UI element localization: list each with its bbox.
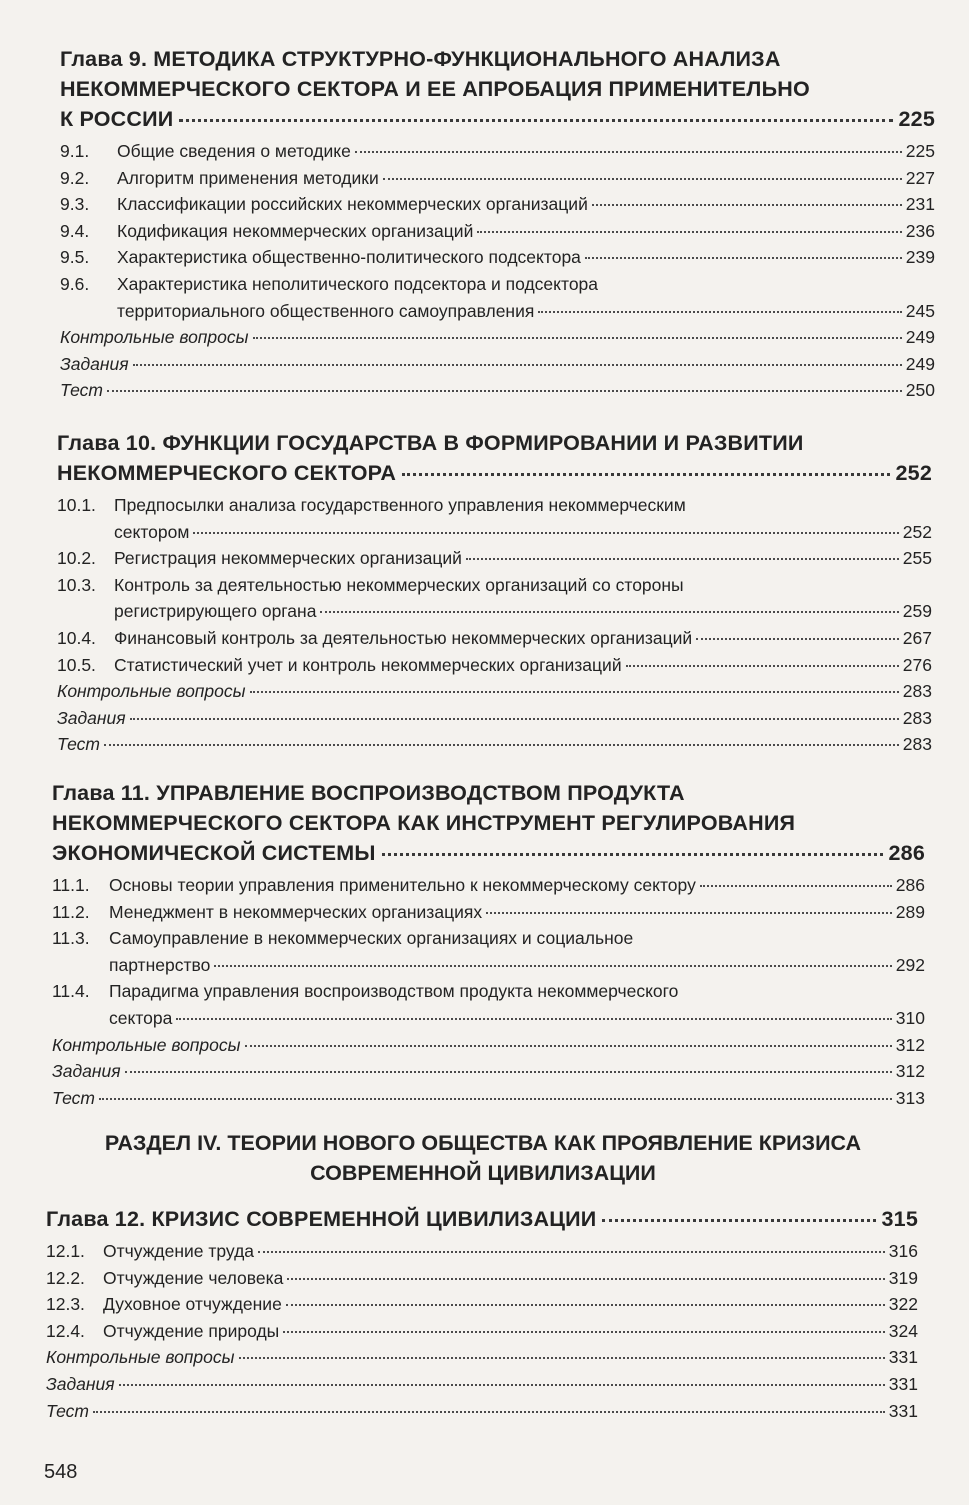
- dot-leader: [130, 718, 899, 720]
- tasks-page: 283: [902, 707, 932, 728]
- section-list: [60, 138, 935, 404]
- section-title: Отчуждение труда: [103, 1241, 255, 1261]
- test-page: 331: [888, 1400, 918, 1421]
- dot-leader: [93, 1411, 885, 1413]
- dot-leader: [239, 1357, 885, 1359]
- chapter-heading-line: Глава 12. КРИЗИС СОВРЕМЕННОЙ ЦИВИЛИЗАЦИИ: [46, 1207, 597, 1231]
- questions-entry: [52, 1032, 925, 1059]
- questions-page: 249: [905, 327, 935, 348]
- chapter-10: [57, 428, 932, 758]
- chapter-heading-line: НЕКОММЕРЧЕСКОГО СЕКТОРА: [57, 461, 397, 485]
- test-label: Тест: [52, 1087, 95, 1108]
- chapter-heading-line: ЭКОНОМИЧЕСКОЙ СИСТЕМЫ: [52, 841, 376, 865]
- test-label: Тест: [46, 1400, 89, 1421]
- chapter-heading-line: Глава 11. УПРАВЛЕНИЕ ВОСПРОИЗВОДСТВОМ ПРОДУКТА: [52, 781, 685, 805]
- dot-leader: [602, 1219, 875, 1222]
- section-number: 12.3.: [46, 1294, 85, 1315]
- section-entry: [57, 545, 932, 572]
- chapter-heading-line: НЕКОММЕРЧЕСКОГО СЕКТОРА КАК ИНСТРУМЕНТ РЕГУЛИРОВАНИЯ: [52, 811, 796, 835]
- section-title: Общие сведения о методике: [117, 141, 351, 161]
- questions-label: Контрольные вопросы: [46, 1347, 235, 1368]
- section-entry: [60, 244, 935, 271]
- section-page: 231: [905, 194, 935, 215]
- section-page: 255: [902, 548, 932, 569]
- section-number: 9.1.: [60, 141, 90, 161]
- part-heading: [48, 1128, 918, 1188]
- section-title: Кодификация некоммерческих организаций: [117, 220, 474, 241]
- section-page: 316: [888, 1241, 918, 1261]
- section-list: [52, 872, 925, 1111]
- dot-leader: [104, 744, 899, 746]
- questions-page: 283: [902, 681, 932, 702]
- dot-leader: [253, 337, 902, 339]
- section-entry: [60, 138, 935, 165]
- chapter-heading-line: Глава 9. МЕТОДИКА СТРУКТУРНО-ФУНКЦИОНАЛЬНОГО АНАЛИЗА: [60, 47, 781, 71]
- section-page: 324: [888, 1320, 918, 1341]
- section-number: 9.5.: [60, 247, 90, 268]
- dot-leader: [176, 1018, 891, 1020]
- section-entry: [52, 978, 925, 1031]
- section-page: 286: [895, 875, 925, 895]
- section-page: 319: [888, 1267, 918, 1288]
- dot-leader: [626, 665, 899, 667]
- section-number: 10.4.: [57, 627, 96, 648]
- dot-leader: [179, 119, 892, 122]
- dot-leader: [193, 532, 898, 534]
- tasks-entry: [46, 1371, 918, 1398]
- dot-leader: [250, 691, 899, 693]
- dot-leader: [245, 1045, 892, 1047]
- section-number: 11.2.: [52, 901, 90, 922]
- section-title: Статистический учет и контроль некоммерческих организаций: [114, 654, 622, 675]
- section-page: 245: [905, 300, 935, 321]
- chapter-heading: [57, 428, 932, 488]
- tasks-label: Задания: [46, 1373, 115, 1394]
- section-entry: [60, 191, 935, 218]
- chapter-page: 315: [881, 1207, 918, 1231]
- section-entry: [60, 271, 935, 324]
- section-number: 12.1.: [46, 1241, 85, 1261]
- section-title: сектора: [109, 1007, 173, 1028]
- part-heading-line: СОВРЕМЕННОЙ ЦИВИЛИЗАЦИИ: [310, 1161, 656, 1185]
- tasks-label: Задания: [52, 1061, 121, 1082]
- section-number: 12.2.: [46, 1267, 85, 1288]
- section-number: 11.3.: [52, 928, 90, 949]
- questions-page: 312: [895, 1034, 925, 1055]
- section-list: [57, 492, 932, 758]
- test-label: Тест: [60, 380, 103, 401]
- section-entry: [57, 572, 932, 625]
- section-number: 9.2.: [60, 167, 90, 188]
- tasks-entry: [60, 351, 935, 378]
- questions-label: Контрольные вопросы: [60, 327, 249, 348]
- section-number: 9.4.: [60, 220, 90, 241]
- dot-leader: [125, 1071, 892, 1073]
- chapter-heading-line: НЕКОММЕРЧЕСКОГО СЕКТОРА И ЕЕ АПРОБАЦИЯ ПРИМЕНИТЕЛЬНО: [60, 77, 810, 101]
- questions-page: 331: [888, 1347, 918, 1368]
- dot-leader: [700, 885, 892, 887]
- dot-leader: [477, 231, 901, 233]
- section-entry: [60, 218, 935, 245]
- dot-leader: [119, 1384, 885, 1386]
- test-entry: [46, 1398, 918, 1425]
- section-title: Алгоритм применения методики: [117, 167, 379, 188]
- chapter-heading-line: К РОССИИ: [60, 107, 174, 131]
- chapter-heading-line: Глава 10. ФУНКЦИИ ГОСУДАРСТВА В ФОРМИРОВАНИИ И РАЗВИТИИ: [57, 431, 804, 455]
- page-number: 548: [44, 1461, 78, 1483]
- section-page: 322: [888, 1294, 918, 1315]
- section-number: 10.5.: [57, 654, 96, 675]
- chapter-11: [52, 778, 925, 1111]
- section-page: 310: [895, 1007, 925, 1028]
- section-title: Характеристика неполитического подсектора и подсектора: [117, 273, 599, 294]
- chapter-page: 252: [895, 461, 932, 485]
- test-entry: [52, 1085, 925, 1112]
- tasks-label: Задания: [60, 353, 129, 374]
- test-label: Тест: [57, 734, 100, 755]
- tasks-page: 331: [888, 1373, 918, 1394]
- section-title: партнерство: [109, 954, 211, 975]
- section-entry: [52, 899, 925, 926]
- section-entry: [46, 1318, 918, 1345]
- section-title: Парадигма управления воспроизводством продукта некоммерческого: [109, 981, 679, 1002]
- section-number: 10.1.: [57, 495, 96, 515]
- dot-leader: [99, 1098, 892, 1100]
- dot-leader: [355, 151, 902, 153]
- dot-leader: [585, 257, 902, 259]
- section-number: 11.4.: [52, 981, 90, 1002]
- section-page: 227: [905, 167, 935, 188]
- section-number: 9.3.: [60, 194, 90, 215]
- section-title: Самоуправление в некоммерческих организациях и социальное: [109, 928, 634, 949]
- dot-leader: [283, 1331, 885, 1333]
- test-page: 250: [905, 380, 935, 401]
- dot-leader: [402, 473, 889, 476]
- part-heading-line: РАЗДЕЛ IV. ТЕОРИИ НОВОГО ОБЩЕСТВА КАК ПРОЯВЛЕНИЕ КРИЗИСА: [104, 1131, 862, 1155]
- section-entry: [57, 625, 932, 652]
- questions-label: Контрольные вопросы: [52, 1034, 241, 1055]
- questions-label: Контрольные вопросы: [57, 681, 246, 702]
- section-title: Характеристика общественно-политического подсектора: [117, 247, 581, 268]
- section-page: 252: [902, 521, 932, 542]
- section-page: 259: [902, 601, 932, 622]
- tasks-entry: [57, 705, 932, 732]
- section-title: Отчуждение человека: [103, 1267, 284, 1288]
- tasks-page: 312: [895, 1061, 925, 1082]
- dot-leader: [286, 1304, 885, 1306]
- dot-leader: [486, 912, 892, 914]
- section-number: 11.1.: [52, 875, 90, 895]
- chapter-9: [60, 44, 935, 404]
- section-page: 289: [895, 901, 925, 922]
- dot-leader: [383, 178, 902, 180]
- test-page: 313: [895, 1087, 925, 1108]
- dot-leader: [538, 311, 901, 313]
- questions-entry: [57, 678, 932, 705]
- section-title: Классификации российских некоммерческих организаций: [117, 194, 588, 215]
- section-title: Отчуждение природы: [103, 1320, 280, 1341]
- section-page: 292: [895, 954, 925, 975]
- section-number: 12.4.: [46, 1320, 85, 1341]
- chapter-heading: [60, 44, 935, 134]
- section-entry: [57, 492, 932, 545]
- section-title: Менеджмент в некоммерческих организациях: [109, 901, 483, 922]
- section-page: 239: [905, 247, 935, 268]
- chapter-12: [46, 1204, 918, 1424]
- dot-leader: [466, 558, 899, 560]
- section-title: Предпосылки анализа государственного управления некоммерческим: [114, 495, 686, 515]
- tasks-entry: [52, 1058, 925, 1085]
- section-page: 225: [905, 141, 935, 161]
- section-entry: [57, 652, 932, 679]
- section-page: 276: [902, 654, 932, 675]
- section-entry: [46, 1291, 918, 1318]
- dot-leader: [133, 364, 902, 366]
- section-number: 9.6.: [60, 273, 90, 294]
- chapter-heading: [52, 778, 925, 868]
- questions-entry: [46, 1344, 918, 1371]
- section-entry: [46, 1238, 918, 1265]
- section-title: Финансовый контроль за деятельностью некоммерческих организаций: [114, 627, 693, 648]
- section-title: Регистрация некоммерческих организаций: [114, 548, 462, 569]
- section-title: территориального общественного самоуправления: [117, 300, 535, 321]
- dot-leader: [320, 611, 898, 613]
- section-number: 10.3.: [57, 574, 96, 595]
- section-title: сектором: [114, 521, 190, 542]
- test-entry: [57, 731, 932, 758]
- section-title: Основы теории управления применительно к некоммерческому сектору: [109, 875, 696, 895]
- dot-leader: [214, 965, 891, 967]
- test-page: 283: [902, 734, 932, 755]
- dot-leader: [592, 204, 902, 206]
- section-number: 10.2.: [57, 548, 96, 569]
- tasks-page: 249: [905, 353, 935, 374]
- section-list: [46, 1238, 918, 1424]
- dot-leader: [382, 853, 883, 856]
- section-entry: [60, 165, 935, 192]
- test-entry: [60, 377, 935, 404]
- chapter-page: 286: [888, 841, 925, 865]
- dot-leader: [696, 638, 899, 640]
- section-title: Духовное отчуждение: [103, 1294, 282, 1315]
- section-entry: [52, 872, 925, 899]
- section-page: 267: [902, 627, 932, 648]
- questions-entry: [60, 324, 935, 351]
- tasks-label: Задания: [57, 707, 126, 728]
- section-page: 236: [905, 220, 935, 241]
- dot-leader: [107, 390, 902, 392]
- dot-leader: [287, 1278, 884, 1280]
- chapter-heading: [46, 1204, 918, 1234]
- dot-leader: [258, 1251, 885, 1253]
- chapter-page: 225: [898, 107, 935, 131]
- section-title: регистрирующего органа: [114, 601, 317, 622]
- section-entry: [52, 925, 925, 978]
- section-entry: [46, 1265, 918, 1292]
- section-title: Контроль за деятельностью некоммерческих организаций со стороны: [114, 574, 684, 595]
